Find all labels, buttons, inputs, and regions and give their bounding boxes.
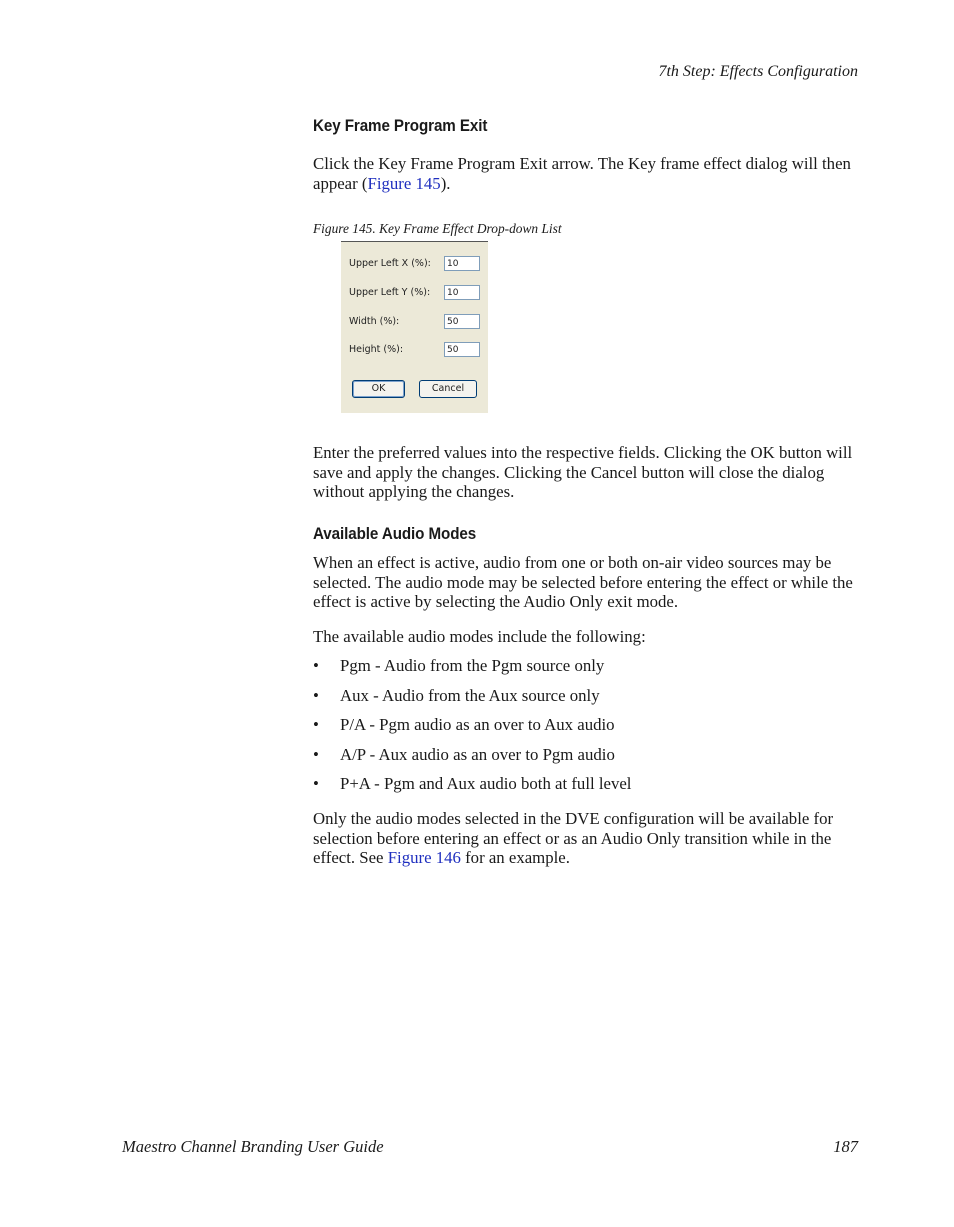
audio-intro-paragraph: When an effect is active, audio from one or both on-air video sources may be selected. The audio mode may be selected before entering the effect or while the effect is active by selecting the Audio Only exit mode.: [313, 553, 853, 612]
running-header: 7th Step: Effects Configuration: [658, 63, 858, 80]
figure-caption: Figure 145. Key Frame Effect Drop-down List: [313, 221, 562, 236]
upper-left-y-row: [341, 285, 488, 303]
audio-modes-lead-paragraph: The available audio modes include the following:: [313, 627, 646, 646]
upper-left-x-input[interactable]: 10: [444, 256, 480, 271]
page-number: 187: [833, 1137, 858, 1156]
section-heading-audio-modes: Available Audio Modes: [313, 525, 477, 543]
upper-left-x-row: [341, 256, 488, 274]
dve-text-before: Only the audio modes selected in the DVE configuration will be available for selection before entering an effect or as an Audio Only transition while in the effect. See: [313, 809, 834, 868]
ok-button[interactable]: OK: [352, 380, 405, 398]
cancel-button[interactable]: Cancel: [419, 380, 477, 398]
width-label: Width (%):: [349, 316, 400, 327]
intro-text-before: Click the Key Frame Program Exit arrow. The Key frame effect dialog will then appear (: [313, 154, 851, 193]
section-heading-key-frame: Key Frame Program Exit: [313, 117, 488, 135]
dialog-description-paragraph: Enter the preferred values into the respective fields. Clicking the OK button will save and apply the changes. Clicking the Cancel button will close the dialog without applying the changes.: [313, 443, 853, 502]
list-item: [313, 655, 631, 685]
height-row: [341, 342, 488, 360]
dve-text-after: for an example.: [460, 848, 570, 868]
upper-left-y-label: Upper Left Y (%):: [349, 287, 431, 298]
upper-left-x-label: Upper Left X (%):: [349, 258, 431, 269]
figure-146-link[interactable]: Figure 146: [387, 848, 461, 868]
bullet-icon: •: [313, 774, 319, 793]
list-item-text: P+A - Pgm and Aux audio both at full level: [340, 774, 632, 793]
key-frame-dialog: [341, 241, 488, 413]
list-item-text: P/A - Pgm audio as an over to Aux audio: [340, 715, 615, 734]
bullet-icon: •: [313, 715, 319, 734]
upper-left-y-input[interactable]: 10: [444, 285, 480, 300]
footer-doc-title: Maestro Channel Branding User Guide: [122, 1137, 384, 1156]
list-item-text: Pgm - Audio from the Pgm source only: [340, 656, 605, 675]
intro-text-after: ).: [440, 173, 451, 193]
figure-145-link[interactable]: Figure 145: [367, 173, 441, 193]
list-item: [313, 773, 631, 803]
intro-paragraph: [313, 154, 858, 193]
width-row: [341, 314, 488, 332]
bullet-icon: •: [313, 744, 319, 764]
list-item-text: A/P - Aux audio as an over to Pgm audio: [340, 744, 615, 764]
list-item: [313, 744, 631, 774]
bullet-icon: •: [313, 685, 319, 705]
list-item-text: Aux - Audio from the Aux source only: [340, 685, 600, 705]
audio-modes-list: [313, 655, 631, 803]
width-input[interactable]: 50: [444, 314, 480, 329]
bullet-icon: •: [313, 656, 319, 675]
list-item: [313, 714, 631, 744]
list-item: [313, 685, 631, 715]
dve-config-paragraph: [313, 809, 858, 868]
height-label: Height (%):: [349, 344, 404, 355]
height-input[interactable]: 50: [444, 342, 480, 357]
